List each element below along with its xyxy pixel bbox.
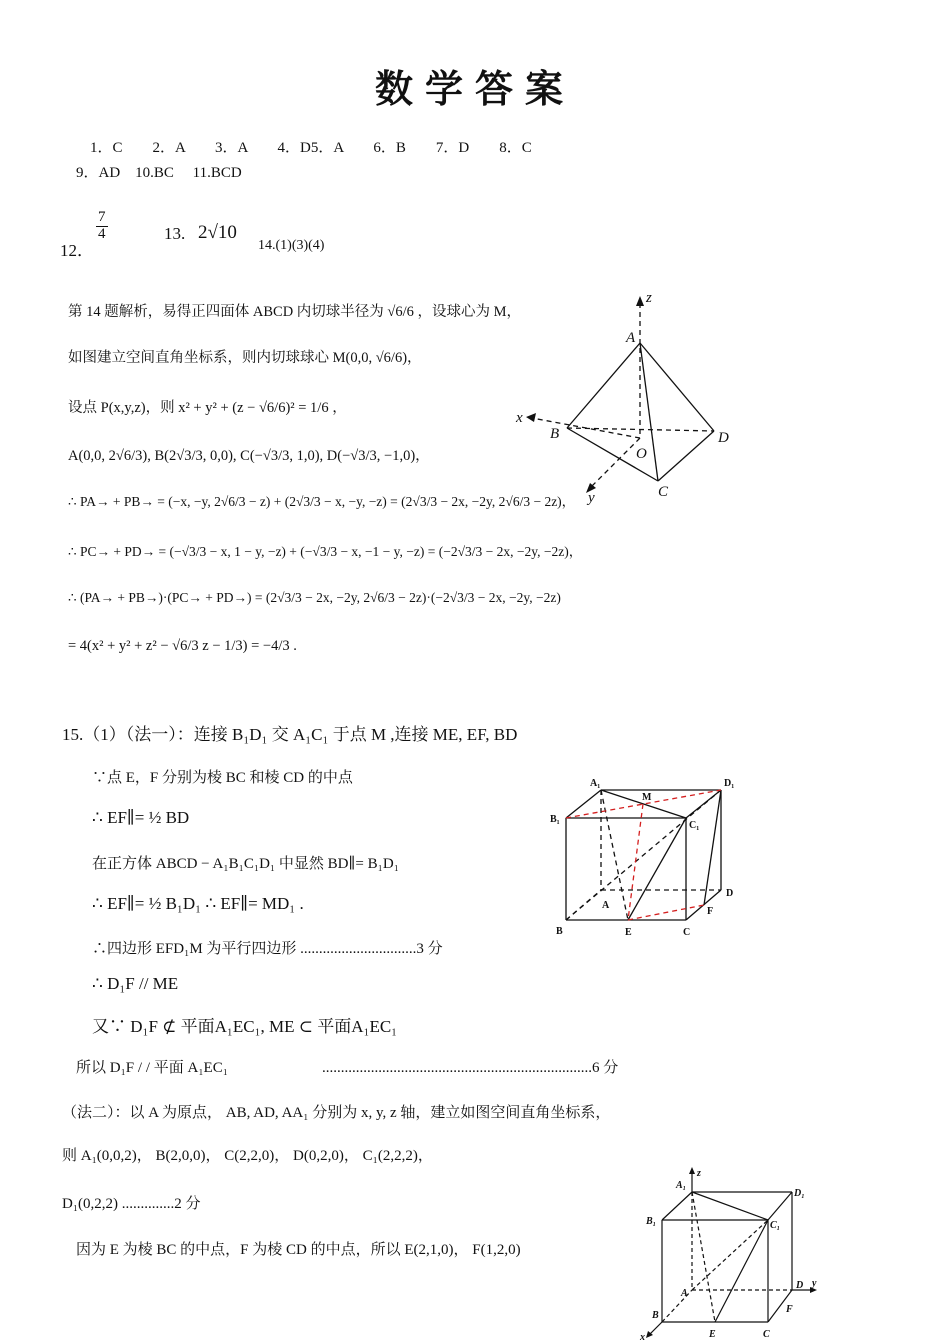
edge-ec1 (715, 1220, 768, 1322)
q15-line-10: （法二）：以 A 为原点， AB, AD, AA₁ 分别为 x, y, z 轴，建立如图空间直角坐标系， (62, 1105, 611, 1121)
label-y: y (588, 490, 595, 506)
q15-line-3: ∴ EF∥= ½ BD (92, 808, 190, 827)
label-b1: B₁ (646, 1216, 657, 1227)
page-title: 数学答案 (374, 67, 575, 111)
label-o: O (636, 446, 647, 462)
q15-line-4: 在正方体 ABCD − A₁B₁C₁D₁ 中显然 BD∥= B₁D₁ (92, 856, 399, 872)
label-c1: C₁ (770, 1220, 781, 1231)
answer-row-2: 9．AD 10.BC 11.BCD (76, 165, 242, 181)
q12-label: 12． (60, 241, 94, 260)
edge-b1a1 (566, 790, 601, 818)
x-axis (532, 418, 640, 438)
label-a1: A₁ (676, 1180, 687, 1191)
label-e: E (709, 1329, 716, 1340)
edge-ef-red (628, 905, 704, 920)
edge-ab (567, 343, 640, 428)
q12-fraction (96, 210, 108, 243)
edge-a1e (692, 1192, 715, 1322)
q14-line-1: 第 14 题解析，易得正四面体 ABCD 内切球半径为 √6/6 ，设球心为 M， (68, 304, 522, 320)
label-y: y (812, 1278, 817, 1289)
label-d: D (796, 1280, 804, 1291)
q15-line-9: 所以 D₁F / / 平面 A₁EC₁ (76, 1060, 228, 1076)
q15-line-8: 又∵ D₁F ⊄ 平面A₁EC₁, ME ⊂ 平面A₁EC₁ (92, 1017, 398, 1036)
q14-line-8: = 4(x² + y² + z² − √6/3 z − 1/3) = −4/3 . (68, 638, 297, 654)
edge-me-red (628, 804, 643, 920)
label-c: C (683, 927, 691, 938)
x-arrow (526, 413, 536, 422)
tetrahedron-figure (512, 288, 748, 508)
label-b: B (652, 1310, 659, 1321)
edge-c1d1 (686, 790, 721, 818)
label-a: A (681, 1288, 688, 1299)
q14-line-3: 设点 P(x,y,z)，则 x² + y² + (z − √6/6)² = 1/6 ， (68, 400, 347, 416)
q14-line-5: ∴ PA→ + PB→ = (−x, −y, 2√6/3 − z) + (2√3/3 − x, −y, −z) = (2√3/3 − 2x, −2y, 2√6/3 − 2z)， (68, 494, 576, 509)
label-x: x (640, 1332, 645, 1342)
q13-label: 13. (164, 224, 186, 243)
label-f: F (786, 1304, 793, 1315)
q14-line-6: ∴ PC→ + PD→ = (−√3/3 − x, 1 − y, −z) + (−√3/3 − x, −1 − y, −z) = (−2√3/3 − 2x, −2y, −2z)， (68, 544, 583, 559)
label-d1: D₁ (794, 1188, 805, 1199)
q14-answer: 14.(1)(3)(4) (258, 238, 325, 253)
q14-line-4: A(0,0, 2√6/3), B(2√3/3, 0,0), C(−√3/3, 1,0), D(−√3/3, −1,0)， (68, 448, 430, 464)
edge-b1a1 (662, 1192, 692, 1220)
edge-ec1 (628, 818, 686, 920)
label-a1: A₁ (590, 778, 601, 789)
label-b1: B₁ (550, 814, 560, 825)
q15-line-1: 15.（1）（法一）：连接 B₁D₁ 交 A₁C₁ 于点 M ,连接 ME, EF, BD (62, 725, 518, 744)
label-d1: D₁ (724, 778, 735, 789)
label-c: C (763, 1329, 770, 1340)
q14-line-7: ∴ (PA→ + PB→)·(PC→ + PD→) = (2√3/3 − 2x, −2y, 2√6/3 − 2z)·(−2√3/3 − 2x, −2y, −2z) (68, 590, 561, 605)
z-arrow (636, 296, 644, 306)
label-c1: C₁ (689, 820, 700, 831)
edge-ad (640, 343, 714, 431)
label-b: B (550, 426, 560, 442)
x-axis (650, 1322, 662, 1334)
label-x: x (516, 410, 523, 426)
label-d: D (718, 430, 729, 446)
label-z: z (697, 1168, 701, 1179)
z-arrow (689, 1167, 695, 1174)
answer-row-1: 1．C 2．A 3．A 4．D5．A 6．B 7．D 8．C (90, 140, 532, 156)
q15-line-9-score: ........................................................................6 分 (322, 1060, 619, 1076)
edge-d1f (704, 790, 721, 905)
cube-figure-1 (546, 772, 742, 942)
label-e: E (625, 927, 632, 938)
q15-line-13: 因为 E 为棱 BC 的中点，F 为棱 CD 的中点，所以 E(2,1,0)， F(1,2,0) (76, 1242, 521, 1258)
edge-c1d1 (768, 1192, 792, 1220)
label-b: B (556, 926, 563, 937)
edge-bd (566, 790, 721, 920)
q15-line-5: ∴ EF∥= ½ B₁D₁ ∴ EF∥= MD₁ . (92, 894, 304, 913)
label-m: M (642, 792, 652, 803)
q15-line-7: ∴ D₁F // ME (92, 974, 179, 993)
q12-denominator: 4 (98, 225, 106, 242)
q13-value: 2√10 (198, 222, 237, 243)
q15-line-2: ∵点 E，F 分别为棱 BC 和棱 CD 的中点 (92, 770, 353, 786)
q15-line-12: D₁(0,2,2) ..............2 分 (62, 1196, 201, 1212)
label-c: C (658, 484, 669, 500)
edge-a1c1 (692, 1192, 768, 1220)
label-a: A (626, 330, 636, 346)
edge-dc (658, 431, 714, 481)
q15-line-11: 则 A₁(0,0,2)， B(2,0,0)， C(2,2,0)， D(0,2,0)， C₁(2,2,2)， (62, 1148, 433, 1164)
cube-figure-2 (632, 1162, 828, 1342)
label-z: z (646, 290, 652, 306)
label-a: A (602, 900, 610, 911)
label-f: F (707, 906, 714, 917)
q15-line-6: ∴四边形 EFD₁M 为平行四边形 ...............................3 分 (92, 941, 443, 957)
label-d: D (726, 888, 734, 899)
q14-line-2: 如图建立空间直角坐标系，则内切球球心 M(0,0, √6/6)， (68, 350, 422, 366)
q12-numerator: 7 (98, 209, 106, 225)
